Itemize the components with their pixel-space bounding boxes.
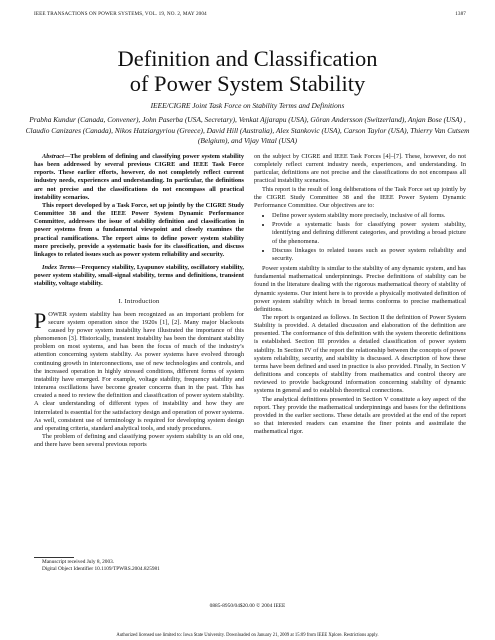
copyright-line: 0885-8950/04$20.00 © 2004 IEEE (209, 603, 286, 609)
manuscript-received: Manuscript received July 8, 2003. (42, 559, 115, 565)
task-force-subtitle: IEEE/CIGRE Joint Task Force on Stability Terms and Definitions (150, 101, 345, 110)
section-heading-introduction: I. Introduction (118, 297, 160, 305)
intro-paragraph-2: The problem of defining and classifying power system stability is an old one, and there have been several previous reports (34, 433, 244, 449)
objectives-list (254, 212, 466, 263)
running-header: IEEE TRANSACTIONS ON POWER SYSTEMS, VOL. 19, NO. 2, MAY 2004 (34, 11, 207, 17)
index-terms (34, 264, 244, 288)
drop-cap: P (34, 307, 47, 333)
intro-paragraph-1-text: OWER system stability has been recognized as an important problem for secure system operation since the 1920s [1], [2]. Many major blackouts caused by power system instability have illustrated the importance of this phenomenon [3]. Historically, transient instability has been the dominant stability problem on most systems, and has been the focus of much of the industry’s attention concerning system stability. As power systems have evolved through continuing growth in interconnections, use of new technologies and controls, and the increased operation in highly stressed conditions, different forms of system instability have emerged. For example, voltage stability, frequency stability and interarea oscillations have become greater concerns than in the past. This has created a need to review the definition and classification of power system stability. A clear understanding of different types of instability and how they are interrelated is essential for the satisfactory design and operation of power systems. As well, consistent use of terminology is required for developing system design and operating criteria, standard analytical tools, and study procedures. (34, 310, 244, 432)
right-paragraph-3: Power system stability is similar to the stability of any dynamic system, and has fundamental mathematical underpinnings. Precise definitions of stability can be found in the literature dealing with the rigorous mathematical theory of stability of dynamic systems. Our intent here is to provide a physically motivated definition of power system stability which in broad terms conforms to precise mathematical definitions. (254, 265, 466, 313)
abstract-paragraph-1: The problem of defining and classifying power system stability has been addressed by several previous CIGRE and IEEE Task Force reports. These earlier efforts, however, do not completely reflect current industry needs, experiences and understanding. In particular, the definitions are not precise and the classifications do not encompass all practical instability scenarios. (34, 153, 244, 201)
doi-line: Digital Object Identifier 10.1109/TPWRS.2004.825981 (42, 565, 160, 572)
objective-item: • Discuss linkages to related issues such as power system reliability and security. (272, 247, 466, 263)
abstract (34, 153, 244, 259)
left-column (34, 153, 244, 449)
right-paragraph-1: on the subject by CIGRE and IEEE Task Forces [4]–[7]. These, however, do not completely reflect current industry needs, experiences, and understanding. In particular, definitions are not precise and the classifications do not encompass all practical instability scenarios. (254, 153, 466, 185)
objective-item: • Define power system stability more precisely, inclusive of all forms. (272, 212, 466, 220)
right-paragraph-2: This report is the result of long deliberations of the Task Force set up jointly by the CIGRE Study Committee 38 and the IEEE Power System Dynamic Performance Committee. Our objectives are to: (254, 185, 466, 209)
right-column (254, 153, 466, 436)
abstract-label: Abstract— (42, 153, 71, 160)
footnote-rule (34, 557, 74, 558)
objective-item: • Provide a systematic basis for classifying power system stability, identifying and defining different categories, and providing a broad picture of the phenomena. (272, 221, 466, 245)
abstract-paragraph-2: This report developed by a Task Force, set up jointly by the CIGRE Study Committee 38 and the IEEE Power System Dynamic Performance Committee, addresses the issue of stability definition and classification in power systems from a fundamental viewpoint and closely examines the practical ramifications. The report aims to define power system stability more precisely, provide a systematic basis for its classification, and discuss linkages to related issues such as power system reliability and security. (34, 201, 244, 258)
page-number: 1387 (455, 11, 466, 17)
paper-title (0, 46, 495, 96)
title-line-2: of Power System Stability (129, 71, 366, 96)
right-paragraph-4: The report is organized as follows. In Section II the definition of Power System Stability is provided. A detailed discussion and elaboration of the definition are presented. The conformance of this definition with the system theoretic definitions is established. Section III provides a detailed classification of power system stability. In Section IV of the report the relationship between the concepts of power system reliability, security, and stability is discussed. A description of how these terms have been defined and used in practice is also provided. Finally, in Section V definitions and concepts of stability from mathematics and control theory are reviewed to provide background information concerning stability of dynamic systems in general and to establish theoretical connections. (254, 313, 466, 395)
intro-paragraph-1 (34, 307, 244, 433)
author-list: Prabha Kundur (Canada, Convener), John Paserba (USA, Secretary), Venkat Ajjarapu (USA), Göran Andersson (Switzerland), Anjan Bose (USA) , Claudio Canizares (Canada), Nikos Hatziargyriou (Greece), David Hill (Australia), Alex Stankovic (USA), Carson Taylor (USA), Thierry Van Cutsem (Belgium), and Vijay Vittal (USA) (25, 115, 470, 146)
right-paragraph-5: The analytical definitions presented in Section V constitute a key aspect of the report. They provide the mathematical underpinnings and bases for the definitions provided in the earlier sections. These details are provided at the end of the report so that interested readers can examine the finer points and assimilate the mathematical rigor. (254, 395, 466, 436)
title-line-1: Definition and Classification (117, 46, 378, 71)
index-terms-text: Frequency stability, Lyapunov stability, oscillatory stability, power system stability, small-signal stability, terms and definitions, transient stability, voltage stability. (34, 264, 244, 288)
license-footer: Authorized licensed use limited to: Iowa State University. Downloaded on January 21, 2009 at 15:09 from IEEE Xplore. Restrictions apply. (116, 633, 379, 638)
index-terms-label: Index Terms— (42, 264, 82, 272)
footnote (34, 559, 244, 572)
